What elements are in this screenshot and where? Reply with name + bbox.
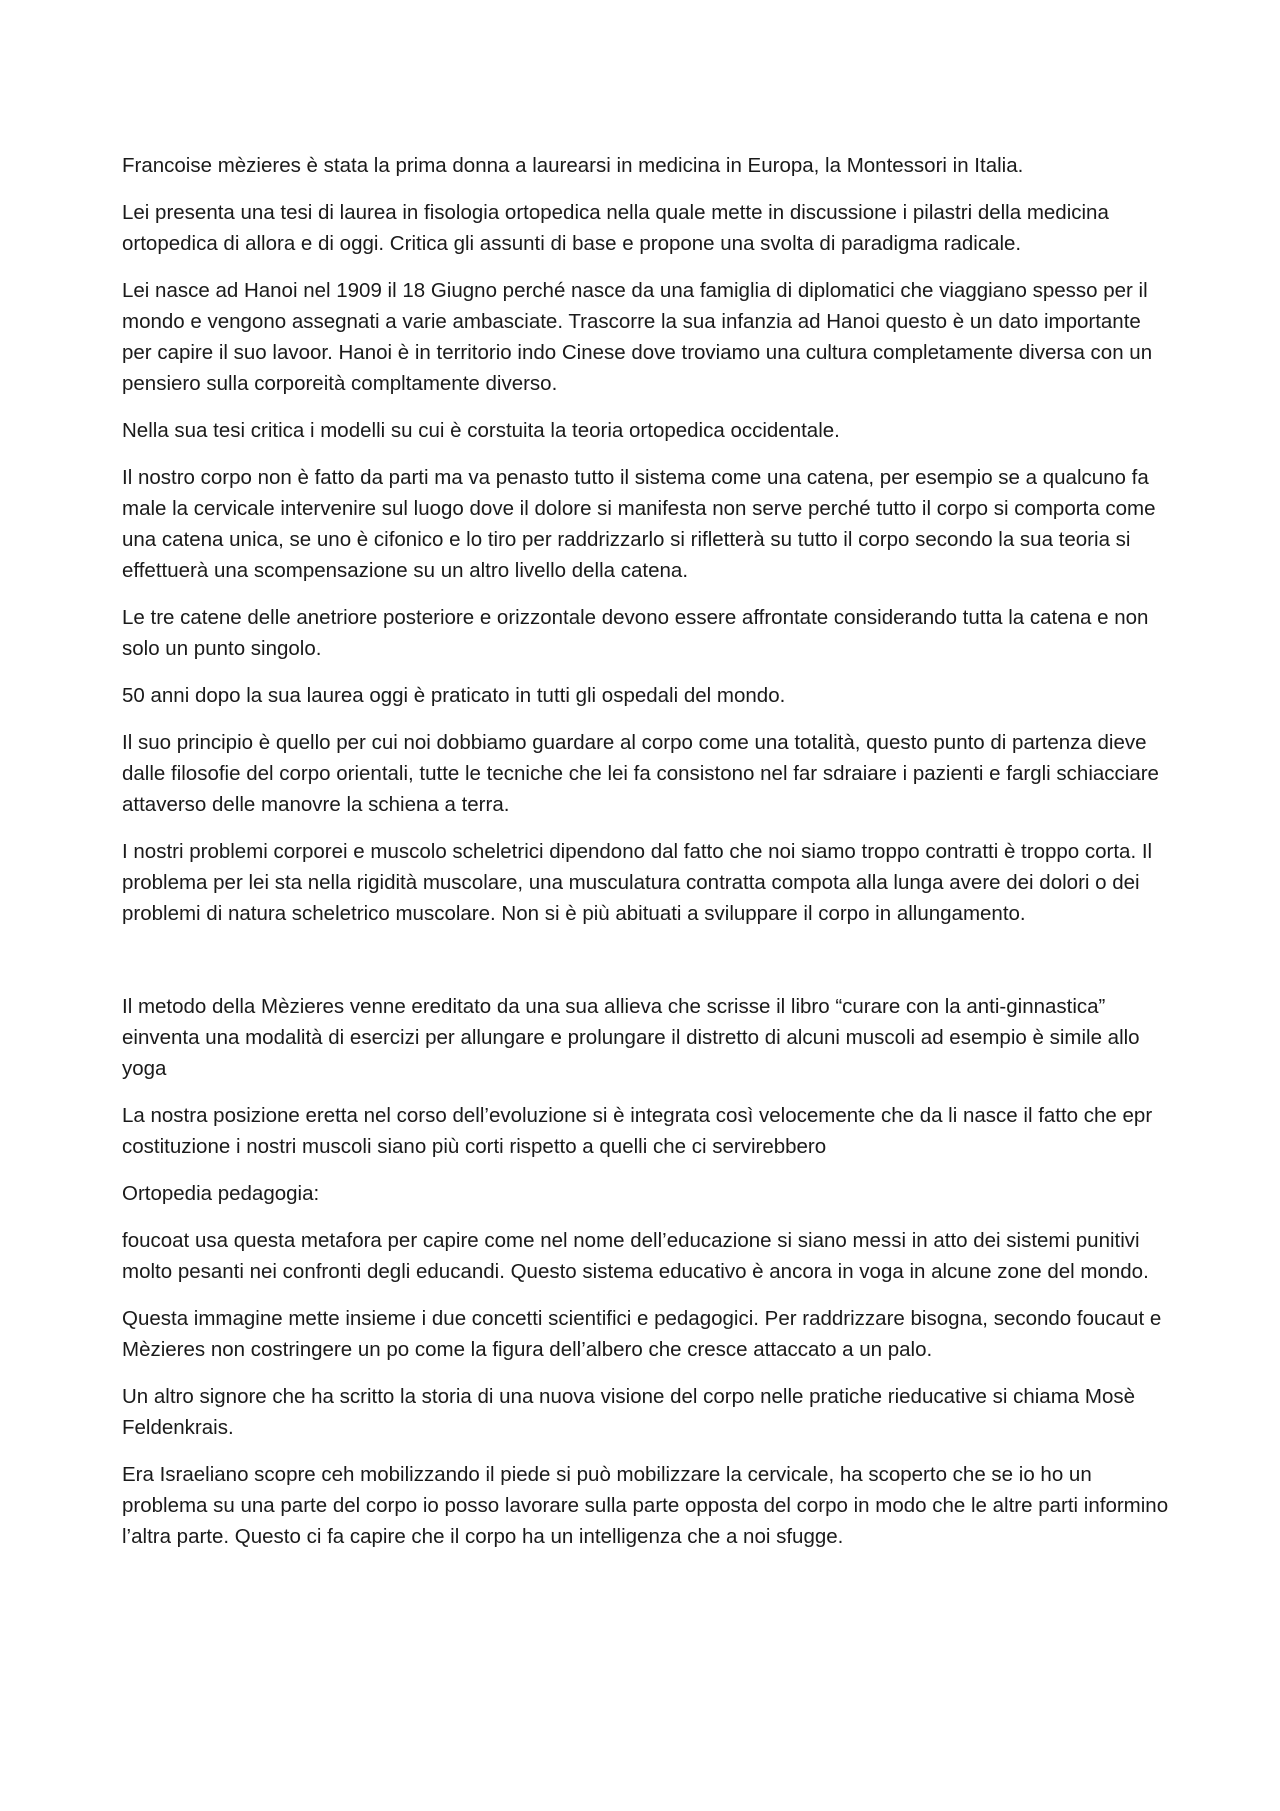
paragraph-13: foucoat usa questa metafora per capire come nel nome dell’educazione si siano messi in atto dei sistemi punitivi molto pesanti nei confronti degli educandi. Questo sistema educativo è ancora in voga in alcune zone del mondo. (122, 1229, 1149, 1283)
paragraph-11: La nostra posizione eretta nel corso dell’evoluzione si è integrata così velocemente che da li nasce il fatto che epr costituzione i nostri muscoli siano più corti rispetto a quelli che ci servirebbero (122, 1104, 1153, 1158)
paragraph-14: Questa immagine mette insieme i due concetti scientifici e pedagogici. Per raddrizzare bisogna, secondo foucaut e Mèzieres non costringere un po come la figura dell’albero che cresce attaccato a un palo. (122, 1307, 1162, 1361)
paragraph-4: Nella sua tesi critica i modelli su cui è corstuita la teoria ortopedica occidentale. (122, 419, 840, 442)
paragraph-12: Ortopedia pedagogia: (122, 1182, 320, 1205)
paragraph-2: Lei presenta una tesi di laurea in fisologia ortopedica nella quale mette in discussione i pilastri della medicina ortopedica di allora e di oggi. Critica gli assunti di base e propone una svolta di paradigma radicale. (122, 201, 1109, 255)
paragraph-3: Lei nasce ad Hanoi nel 1909 il 18 Giugno perché nasce da una famiglia di diplomatici che viaggiano spesso per il mondo e vengono assegnati a varie ambasciate. Trascorre la sua infanzia ad Hanoi questo è un dato importante per capire il suo lavoor. Hanoi è in territorio indo Cinese dove troviamo una cultura completamente diversa con un pensiero sulla corporeità compltamente diverso. (122, 279, 1153, 395)
paragraph-10: Il metodo della Mèzieres venne ereditato da una sua allieva che scrisse il libro “curare con la anti-ginnastica” einventa una modalità di esercizi per allungare e prolungare il distretto di alcuni muscoli ad esempio è simile allo yoga (122, 995, 1140, 1080)
paragraph-1: Francoise mèzieres è stata la prima donna a laurearsi in medicina in Europa, la Montessori in Italia. (122, 154, 1024, 177)
document-page (122, 150, 1172, 1568)
paragraph-16: Era Israeliano scopre ceh mobilizzando il piede si può mobilizzare la cervicale, ha scoperto che se io ho un problema su una parte del corpo io posso lavorare sulla parte opposta del corpo in modo che le altre parti informino l’altra parte. Questo ci fa capire che il corpo ha un intelligenza che a noi sfugge. (122, 1463, 1169, 1548)
paragraph-15: Un altro signore che ha scritto la storia di una nuova visione del corpo nelle pratiche rieducative si chiama Mosè Feldenkrais. (122, 1385, 1136, 1439)
paragraph-spacer (122, 945, 1172, 991)
paragraph-9: I nostri problemi corporei e muscolo scheletrici dipendono dal fatto che noi siamo troppo contratti è troppo corta. Il problema per lei sta nella rigidità muscolare, una musculatura contratta compota alla lunga avere dei dolori o dei problemi di natura scheletrico muscolare. Non si è più abituati a sviluppare il corpo in allungamento. (122, 840, 1153, 925)
paragraph-7: 50 anni dopo la sua laurea oggi è praticato in tutti gli ospedali del mondo. (122, 684, 786, 707)
paragraph-5: Il nostro corpo non è fatto da parti ma va penasto tutto il sistema come una catena, per esempio se a qualcuno fa male la cervicale intervenire sul luogo dove il dolore si manifesta non serve perché tutto il corpo si comporta come una catena unica, se uno è cifonico e lo tiro per raddrizzarlo si rifletterà su tutto il corpo secondo la sua teoria si effettuerà una scompensazione su un altro livello della catena. (122, 466, 1156, 582)
paragraph-6: Le tre catene delle anetriore posteriore e orizzontale devono essere affrontate considerando tutta la catena e non solo un punto singolo. (122, 606, 1149, 660)
paragraph-8: Il suo principio è quello per cui noi dobbiamo guardare al corpo come una totalità, questo punto di partenza dieve dalle filosofie del corpo orientali, tutte le tecniche che lei fa consistono nel far sdraiare i pazienti e fargli schiacciare attaverso delle manovre la schiena a terra. (122, 731, 1159, 816)
